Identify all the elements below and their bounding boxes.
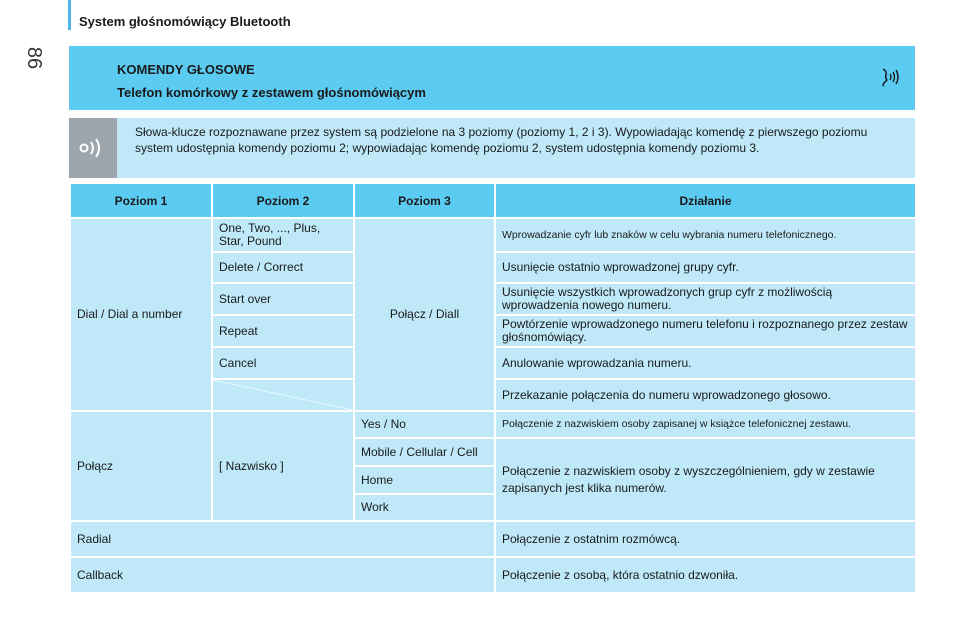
table-row (70, 218, 916, 252)
voice-command-icon (879, 66, 901, 88)
call-level1: Połącz (70, 411, 212, 521)
table-row (70, 557, 916, 593)
header-level2: Poziom 2 (212, 183, 354, 218)
callback-action: Połączenie z osobą, która ostatnio dzwoniła. (495, 557, 916, 593)
table-row (70, 411, 916, 438)
radial-action: Połączenie z ostatnim rozmówcą. (495, 521, 916, 557)
banner-title: KOMENDY GŁOSOWE (117, 62, 255, 77)
banner-subtitle: Telefon komórkowy z zestawem głośnomówiącym (117, 85, 426, 100)
header-accent-bar (68, 0, 71, 30)
dial-action: Usunięcie ostatnio wprowadzonej grupy cyfr. (495, 252, 916, 283)
empty-diagonal-cell (212, 379, 354, 411)
dial-level1: Dial / Dial a number (70, 218, 212, 411)
dial-level2: Cancel (212, 347, 354, 379)
dial-level2: One, Two, ..., Plus, Star, Pound (212, 218, 354, 252)
header-level1: Poziom 1 (70, 183, 212, 218)
dial-level2: Start over (212, 283, 354, 315)
dial-level2: Repeat (212, 315, 354, 347)
dial-action: Przekazanie połączenia do numeru wprowadzonego głosowo. (495, 379, 916, 411)
dial-level3: Połącz / Diall (354, 218, 495, 411)
header-level3: Poziom 3 (354, 183, 495, 218)
call-level3: Yes / No (354, 411, 495, 438)
call-action: Połączenie z nazwiskiem osoby zapisanej w książce telefonicznej zestawu. (495, 411, 916, 438)
radial-command: Radial (70, 521, 495, 557)
table-row (70, 521, 916, 557)
call-level3: Work (354, 494, 495, 521)
section-header: System głośnomówiący Bluetooth (79, 14, 291, 29)
call-level3: Mobile / Cellular / Cell (354, 438, 495, 466)
page-number: 86 (23, 46, 46, 70)
section-banner (69, 46, 915, 110)
dial-action: Anulowanie wprowadzania numeru. (495, 347, 916, 379)
note-text: Słowa-klucze rozpoznawane przez system są podzielone na 3 poziomy (poziomy 1, 2 i 3). Wypowiadając komendę z pierwszego poziomu system udostępnia komendy poziomu 2; wypowiadając komendę poziomu 2, system udostępnia komendy poziomu 3. (135, 125, 868, 155)
dial-action: Wprowadzanie cyfr lub znaków w celu wybrania numeru telefonicznego. (495, 218, 916, 252)
sound-waves-icon (78, 137, 108, 159)
info-note (69, 118, 915, 178)
callback-command: Callback (70, 557, 495, 593)
note-icon-box (69, 118, 117, 178)
header-action: Działanie (495, 183, 916, 218)
call-action: Połączenie z nazwiskiem osoby z wyszczególnieniem, gdy w zestawie zapisanych jest klika numerów. (495, 438, 916, 521)
dial-action: Usunięcie wszystkich wprowadzonych grup cyfr z możliwością wprowadzenia nowego numeru. (495, 283, 916, 315)
call-level3: Home (354, 466, 495, 494)
call-level2: [ Nazwisko ] (212, 411, 354, 521)
dial-action: Powtórzenie wprowadzonego numeru telefonu i rozpoznanego przez zestaw głośnomówiący. (495, 315, 916, 347)
table-header-row (70, 183, 916, 218)
voice-commands-table (69, 182, 917, 594)
dial-level2: Delete / Correct (212, 252, 354, 283)
